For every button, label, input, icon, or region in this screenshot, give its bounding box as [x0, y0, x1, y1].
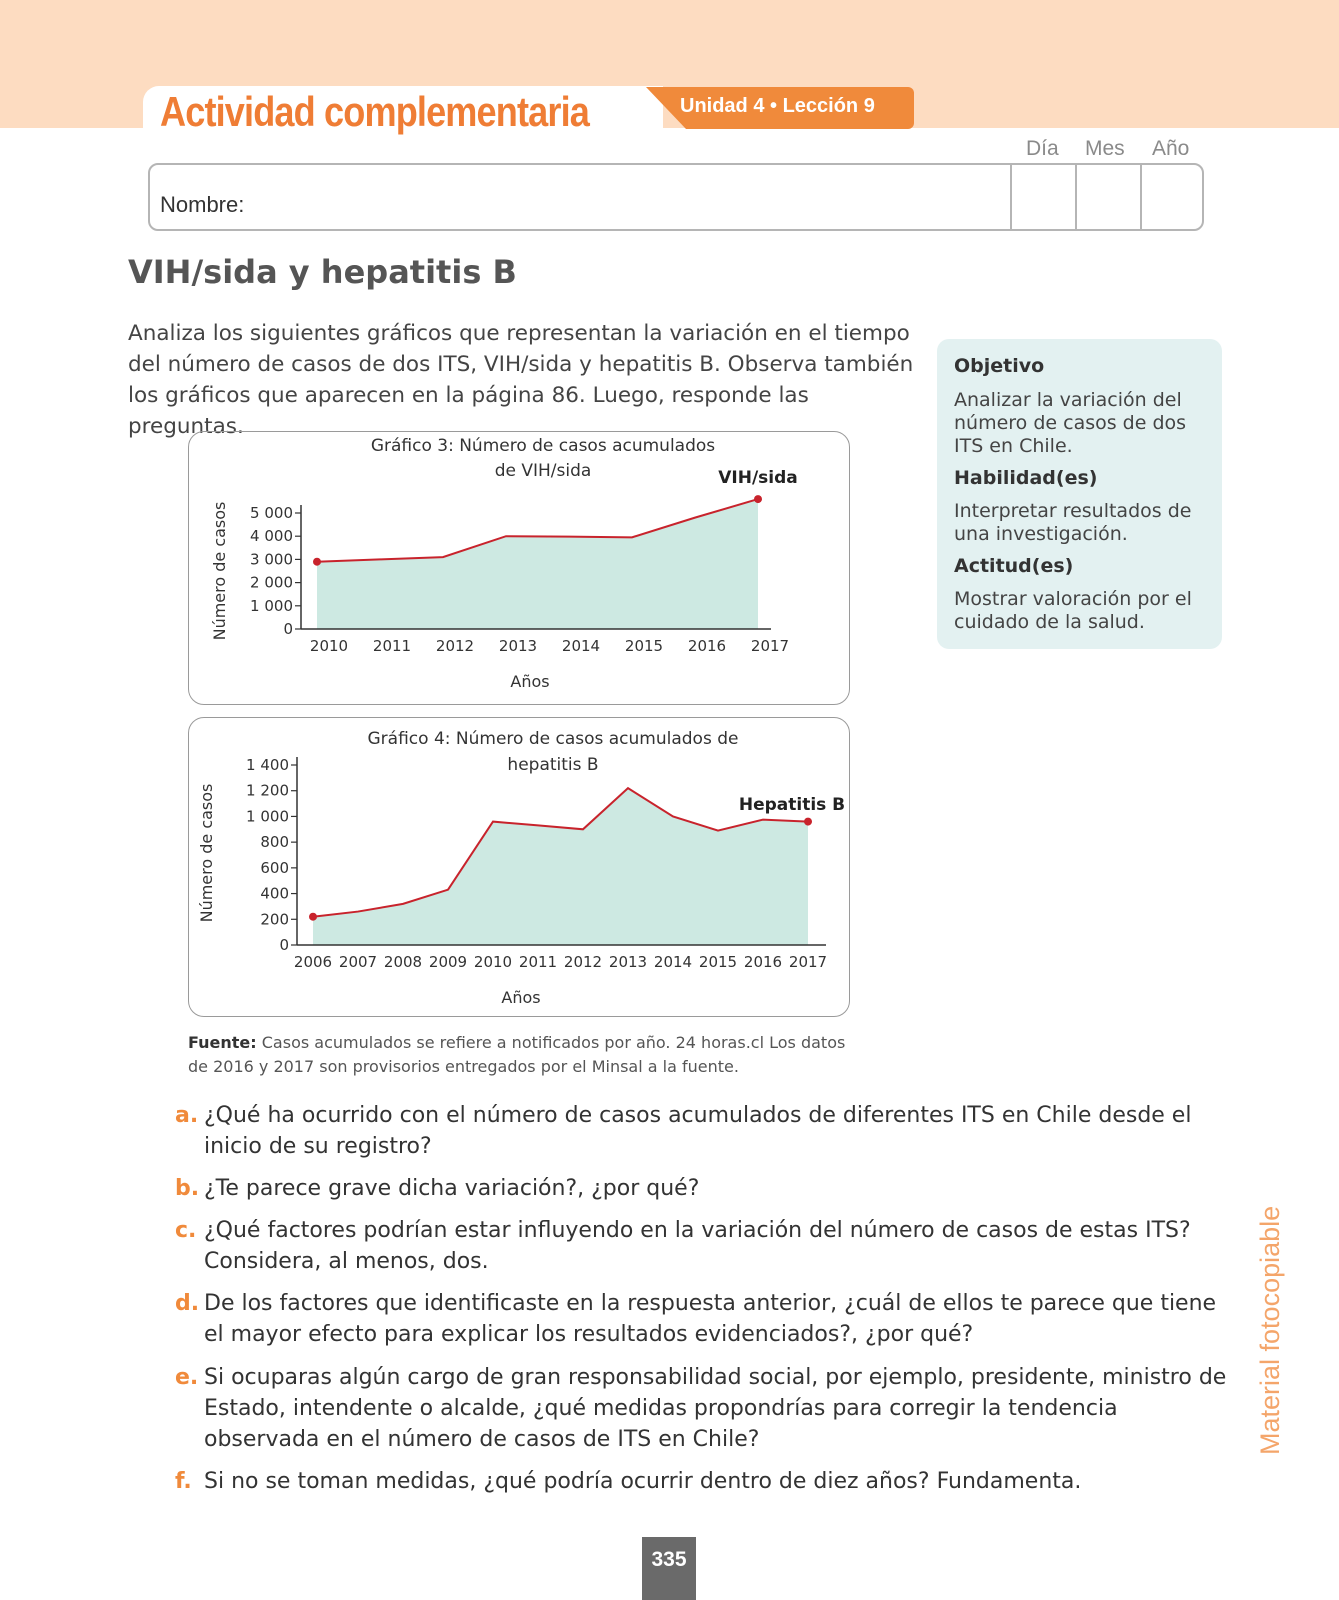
- chart-4-hepatitis-b: [188, 717, 850, 1017]
- data-point: [754, 495, 762, 503]
- question-letter: a.: [175, 1103, 199, 1128]
- y-tick-label: 800: [260, 833, 289, 852]
- data-point: [313, 558, 321, 566]
- x-tick-label: 2009: [428, 953, 468, 971]
- source-label: Fuente:: [188, 1033, 257, 1052]
- y-tick-label: 5 000: [250, 504, 293, 522]
- data-point: [804, 818, 812, 826]
- x-tick-label: 2017: [750, 637, 790, 655]
- source-note: [188, 1031, 848, 1079]
- section-title: VIH/sida y hepatitis B: [128, 253, 517, 291]
- question-text: Si ocuparas algún cargo de gran responsabilidad social, por ejemplo, presidente, ministro de Estado, intendente o alcalde, ¿qué medidas propondrías para corregir la tendencia observada en el número de casos de ITS en Chile?: [204, 1365, 1227, 1452]
- question-letter: b.: [175, 1176, 200, 1201]
- skills-text: Interpretar resultados de una investigación.: [954, 500, 1192, 545]
- chart-3-vih-sida: [188, 431, 850, 705]
- x-tick-label: 2014: [653, 953, 693, 971]
- question-letter: f.: [175, 1469, 192, 1494]
- source-text: Casos acumulados se refiere a notificados por año. 24 horas.cl Los datos de 2016 y 2017 son provisorios entregados por el Minsal a la fuente.: [188, 1033, 846, 1076]
- name-field[interactable]: [148, 163, 1204, 231]
- y-tick-label: 0: [279, 936, 289, 954]
- x-axis-label: Años: [510, 672, 550, 691]
- x-tick-label: 2008: [383, 953, 423, 971]
- date-field-divider: [1010, 163, 1012, 231]
- x-tick-label: 2011: [518, 953, 558, 971]
- question-f: [175, 1466, 1235, 1497]
- y-tick-label: 600: [260, 858, 289, 877]
- y-axis-label: Número de casos: [210, 501, 229, 641]
- x-tick-label: 2017: [788, 953, 828, 971]
- y-tick-label: 400: [260, 884, 289, 903]
- x-tick-label: 2006: [293, 953, 333, 971]
- side-label: Material fotocopiable: [1255, 1205, 1285, 1455]
- date-field-divider: [1140, 163, 1142, 231]
- y-tick-label: 0: [283, 620, 293, 638]
- question-letter: e.: [175, 1365, 199, 1390]
- question-c: [175, 1215, 1235, 1277]
- x-tick-label: 2015: [698, 953, 738, 971]
- question-letter: c.: [175, 1218, 197, 1243]
- chart-title: hepatitis B: [507, 755, 599, 775]
- objective-title: Objetivo: [954, 355, 1045, 377]
- x-tick-label: 2013: [498, 637, 538, 655]
- question-text: ¿Te parece grave dicha variación?, ¿por qué?: [204, 1176, 700, 1201]
- x-tick-label: 2011: [372, 637, 412, 655]
- skills-title: Habilidad(es): [954, 467, 1098, 489]
- question-text: Si no se toman medidas, ¿qué podría ocurrir dentro de diez años? Fundamenta.: [204, 1469, 1082, 1494]
- question-b: [175, 1173, 1235, 1204]
- question-d: [175, 1288, 1235, 1350]
- x-tick-label: 2014: [561, 637, 601, 655]
- intro-paragraph: Analiza los siguientes gráficos que representan la variación en el tiempo del número de casos de dos ITS, VIH/sida y hepatitis B. Observa también los gráficos que aparecen en la página 86. Luego, responde las preguntas.: [128, 321, 914, 439]
- date-label-year: Año: [1152, 137, 1190, 160]
- question-text: De los factores que identificaste en la respuesta anterior, ¿cuál de ellos te parece que tiene el mayor efecto para explicar los resultados evidenciados?, ¿por qué?: [204, 1291, 1217, 1347]
- area-fill: [313, 788, 808, 945]
- x-tick-label: 2012: [563, 953, 603, 971]
- question-text: ¿Qué ha ocurrido con el número de casos acumulados de diferentes ITS en Chile desde el inicio de su registro?: [204, 1103, 1192, 1159]
- chart-title: Gráfico 3: Número de casos acumulados: [370, 436, 716, 456]
- chart-title: de VIH/sida: [494, 461, 592, 481]
- x-tick-label: 2010: [309, 637, 349, 655]
- date-label-month: Mes: [1085, 137, 1125, 160]
- x-tick-label: 2016: [743, 953, 783, 971]
- y-tick-label: 1 400: [246, 756, 289, 774]
- objective-text: Analizar la variación del número de casos de dos ITS en Chile.: [954, 389, 1187, 457]
- x-tick-label: 2016: [687, 637, 727, 655]
- x-tick-label: 2007: [338, 953, 378, 971]
- attitude-text: Mostrar valoración por el cuidado de la salud.: [954, 588, 1192, 633]
- x-axis-label: Años: [501, 988, 541, 1007]
- y-tick-label: 3 000: [250, 550, 293, 569]
- x-tick-label: 2015: [624, 637, 664, 655]
- attitude-title: Actitud(es): [954, 555, 1074, 577]
- y-tick-label: 4 000: [250, 527, 293, 546]
- chart-title: Gráfico 4: Número de casos acumulados de: [367, 729, 739, 749]
- x-tick-label: 2013: [608, 953, 648, 971]
- y-tick-label: 200: [260, 910, 289, 929]
- y-tick-label: 1 200: [246, 781, 289, 800]
- question-letter: d.: [175, 1291, 200, 1316]
- y-tick-label: 1 000: [246, 807, 289, 826]
- y-axis-label: Número de casos: [197, 783, 216, 923]
- y-tick-label: 2 000: [250, 573, 293, 592]
- unit-label: Unidad 4 • Lección 9: [680, 95, 875, 117]
- page-title: Actividad complementaria: [160, 88, 589, 135]
- y-tick-label: 1 000: [250, 596, 293, 615]
- question-text: ¿Qué factores podrían estar influyendo en la variación del número de casos de estas ITS? Considera, al menos, dos.: [204, 1218, 1191, 1274]
- name-label: Nombre:: [160, 192, 245, 217]
- date-label-day: Día: [1026, 137, 1059, 160]
- series-label: Hepatitis B: [738, 795, 846, 815]
- question-a: [175, 1100, 1235, 1162]
- page-number: 335: [651, 1548, 687, 1571]
- question-e: [175, 1362, 1235, 1455]
- data-point: [309, 913, 317, 921]
- x-tick-label: 2010: [473, 953, 513, 971]
- x-tick-label: 2012: [435, 637, 475, 655]
- series-label: VIH/sida: [718, 468, 798, 488]
- date-field-divider: [1075, 163, 1077, 231]
